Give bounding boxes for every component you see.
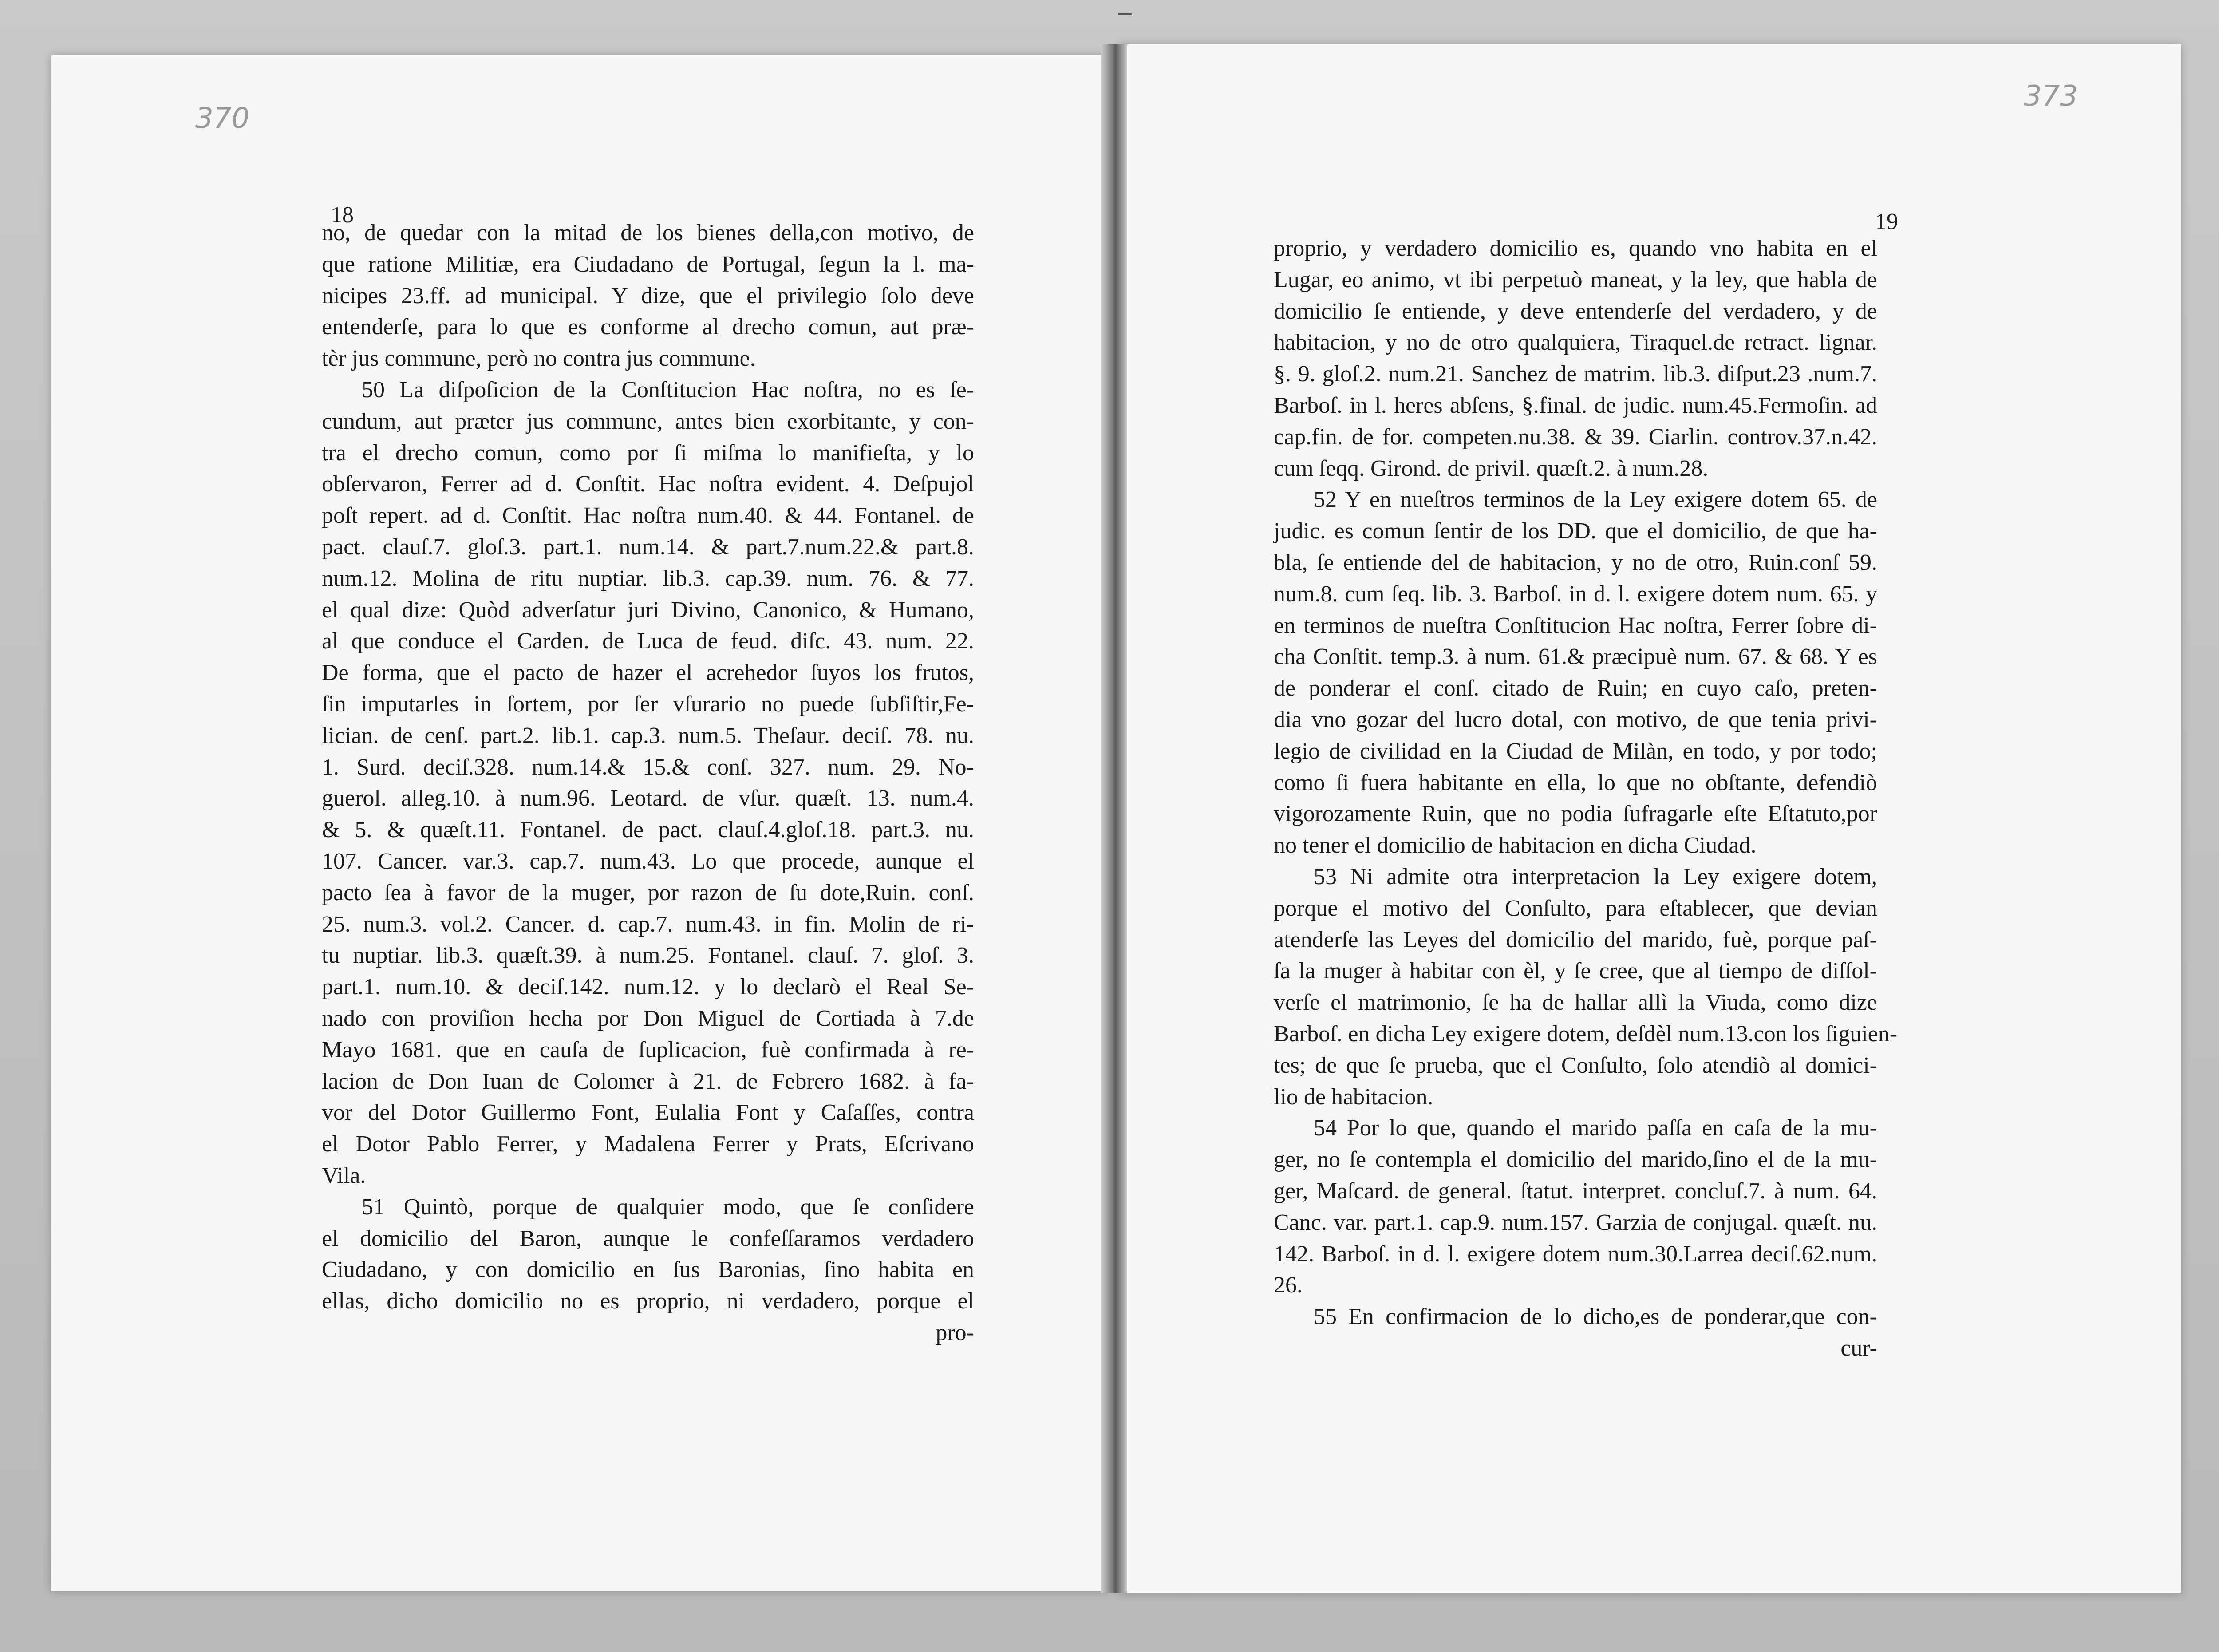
text-line: Mayo 1681. que en cauſa de ſuplicacion, fuè confirmada à re- [322,1037,974,1063]
text-line: 107. Cancer. var.3. cap.7. num.43. Lo que procede, aunque el [322,848,974,874]
text-line: 51 Quintò, porque de qualquier modo, que ſe conſidere [362,1194,974,1220]
text-line: que ratione Militiæ, era Ciudadano de Portugal, ſegun la l. ma- [322,251,974,277]
right-pencil-folio: 373 [2024,80,2078,113]
text-line: poſt repert. ad d. Conſtit. Hac noſtra num.40. & 44. Fontanel. de [322,503,974,529]
text-line: ger, no ſe contempla el domicilio del marido,ſino el de la mu- [1274,1147,1877,1173]
text-line: Barboſ. in l. heres abſens, §.final. de judic. num.45.Fermoſin. ad [1274,392,1877,418]
text-line: 1. Surd. deciſ.328. num.14.& 15.& conſ. 327. num. 29. No- [322,754,974,780]
text-line: ellas, dicho domicilio no es proprio, ni verdadero, porque el [322,1288,974,1314]
text-line: como ſi fuera habitante en ella, lo que no obſtante, defendiò [1274,770,1877,795]
text-line: entenderſe, para lo que es conforme al drecho comun, aut præ- [322,314,974,340]
text-line: el qual dize: Quòd adverſatur juri Divino, Canonico, & Humano, [322,597,974,623]
text-line: 52 Y en nueſtros terminos de la Ley exigere dotem 65. de [1314,487,1877,513]
text-line: verſe el matrimonio, ſe ha de hallar allì la Viuda, como dize [1274,990,1877,1016]
catchword: cur- [1840,1335,1877,1361]
text-line: el domicilio del Baron, aunque le confeſſaramos verdadero [322,1225,974,1251]
text-line: De forma, que el pacto de hazer el acrehedor ſuyos los frutos, [322,660,974,686]
text-line: tra el drecho comun, como por ſi miſma lo manifieſta, y lo [322,440,974,466]
text-line: atenderſe las Leyes del domicilio del marido, fuè, porque paſ- [1274,927,1877,952]
text-line: tes; de que ſe prueba, que el Conſulto, ſolo atendiò al domici- [1274,1052,1877,1078]
text-line: Ciudadano, y con domicilio en ſus Baronias, ſino habita en [322,1257,974,1283]
text-line: Lugar, eo animo, vt ibi perpetuò maneat, y la ley, que habla de [1274,267,1877,292]
left-pencil-folio: 370 [195,102,250,135]
left-page-text [322,217,974,1349]
text-line: Canc. var. part.1. cap.9. num.157. Garzia de conjugal. quæſt. nu. [1274,1209,1877,1235]
text-line: num.8. cum ſeq. lib. 3. Barboſ. in d. l. exigere dotem num. 65. y [1274,581,1877,607]
text-line: 55 En confirmacion de lo dicho,es de ponderar,que con- [1314,1304,1877,1330]
text-line: ſa la muger à habitar con èl, y ſe cree, que al tiempo de diſſol- [1274,958,1877,984]
text-line: no, de quedar con la mitad de los bienes della,con motivo, de [322,220,974,245]
catchword: pro- [936,1320,974,1345]
text-line: 25. num.3. vol.2. Cancer. d. cap.7. num.43. in fin. Molin de ri- [322,911,974,937]
text-line: legio de civilidad en la Ciudad de Milàn, en todo, y por todo; [1274,738,1877,764]
text-line: nado con proviſion hecha por Don Miguel de Cortiada à 7.de [322,1005,974,1031]
text-line: el Dotor Pablo Ferrer, y Madalena Ferrer y Prats, Eſcrivano [322,1131,974,1157]
right-page-text [1274,233,1898,1364]
text-line: num.12. Molina de ritu nuptiar. lib.3. cap.39. num. 76. & 77. [322,565,974,591]
right-page-number: 19 [1875,209,1898,234]
text-line: nicipes 23.ff. ad municipal. Y dize, que el privilegio ſolo deve [322,283,974,308]
text-line: cum ſeqq. Girond. de privil. quæſt.2. à num.28. [1274,455,1709,481]
text-line: bla, ſe entiende del de habitacion, y no de otro, Ruin.conſ 59. [1274,549,1877,575]
text-line: 53 Ni admite otra interpretacion la Ley exigere dotem, [1314,864,1877,889]
text-line: 26. [1274,1273,1303,1298]
text-line: vor del Dotor Guillermo Font, Eulalia Font y Caſaſſes, contra [322,1100,974,1126]
text-line: pact. clauſ.7. gloſ.3. part.1. num.14. & part.7.num.22.& part.8. [322,534,974,560]
text-line: part.1. num.10. & deciſ.142. num.12. y lo declarò el Real Se- [322,974,974,1000]
text-line: 54 Por lo que, quando el marido paſſa en caſa de la mu- [1314,1115,1877,1141]
text-line: tu nuptiar. lib.3. quæſt.39. à num.25. Fontanel. clauſ. 7. gloſ. 3. [322,943,974,968]
text-line: porque el motivo del Conſulto, para eſtablecer, que devian [1274,895,1877,921]
text-line: cha Conſtit. temp.3. à num. 61.& præcipuè num. 67. & 68. Y es [1274,644,1877,670]
text-line: pacto ſea à favor de la muger, por razon de ſu dote,Ruin. conſ. [322,880,974,905]
text-line: 142. Barboſ. in d. l. exigere dotem num.30.Larrea deciſ.62.num. [1274,1241,1877,1267]
book-gutter [1101,44,1127,1593]
left-page-number: 18 [331,202,354,228]
text-line: domicilio ſe entiende, y deve entenderſe del verdadero, y de [1274,298,1877,324]
text-line: §. 9. gloſ.2. num.21. Sanchez de matrim. lib.3. diſput.23 .num.7. [1274,361,1877,387]
text-line: ger, Maſcard. de general. ſtatut. interpret. concluſ.7. à num. 64. [1274,1178,1877,1204]
text-line: & 5. & quæſt.11. Fontanel. de pact. clauſ.4.gloſ.18. part.3. nu. [322,817,974,843]
text-line: 50 La diſpoſicion de la Conſtitucion Hac noſtra, no es ſe- [362,377,974,403]
text-line: cap.fin. de for. competen.nu.38. & 39. Ciarlin. controv.37.n.42. [1274,424,1877,450]
text-line: lio de habitacion. [1274,1084,1433,1110]
text-line: Barboſ. en dicha Ley exigere dotem, deſdèl num.13.con los ſiguien- [1274,1021,1898,1047]
text-line: habitacion, y no de otro qualquiera, Tiraquel.de retract. lignar. [1274,330,1877,356]
text-line: no tener el domicilio de habitacion en dicha Ciudad. [1274,833,1757,858]
text-line: obſervaron, Ferrer ad d. Conſtit. Hac noſtra evident. 4. Deſpujol [322,471,974,497]
text-line: ſin imputarles in ſortem, por ſer vſurario no puede ſubſiſtir,Fe- [322,691,974,717]
text-line: vigorozamente Ruin, que no podia ſufragarle eſte Eſtatuto,por [1274,801,1877,827]
top-mark [1118,13,1132,15]
text-line: tèr jus commune, però no contra jus commune. [322,346,756,372]
text-line: judic. es comun ſentir de los DD. que el domicilio, de que ha- [1274,518,1877,544]
text-line: lacion de Don Iuan de Colomer à 21. de Febrero 1682. à fa- [322,1068,974,1094]
text-line: Vila. [322,1162,366,1188]
text-line: cundum, aut præter jus commune, antes bien exorbitante, y con- [322,408,974,434]
text-line: guerol. alleg.10. à num.96. Leotard. de vſur. quæſt. 13. num.4. [322,786,974,811]
text-line: proprio, y verdadero domicilio es, quando vno habita en el [1274,236,1877,261]
text-line: en terminos de nueſtra Conſtitucion Hac noſtra, Ferrer ſobre di- [1274,613,1877,638]
text-line: de ponderar el conſ. citado de Ruin; en cuyo caſo, preten- [1274,676,1877,701]
text-line: dia vno gozar del lucro dotal, con motivo, de que tenia privi- [1274,707,1877,732]
text-line: lician. de cenſ. part.2. lib.1. cap.3. num.5. Theſaur. deciſ. 78. nu. [322,723,974,748]
text-line: al que conduce el Carden. de Luca de feud. diſc. 43. num. 22. [322,628,974,654]
